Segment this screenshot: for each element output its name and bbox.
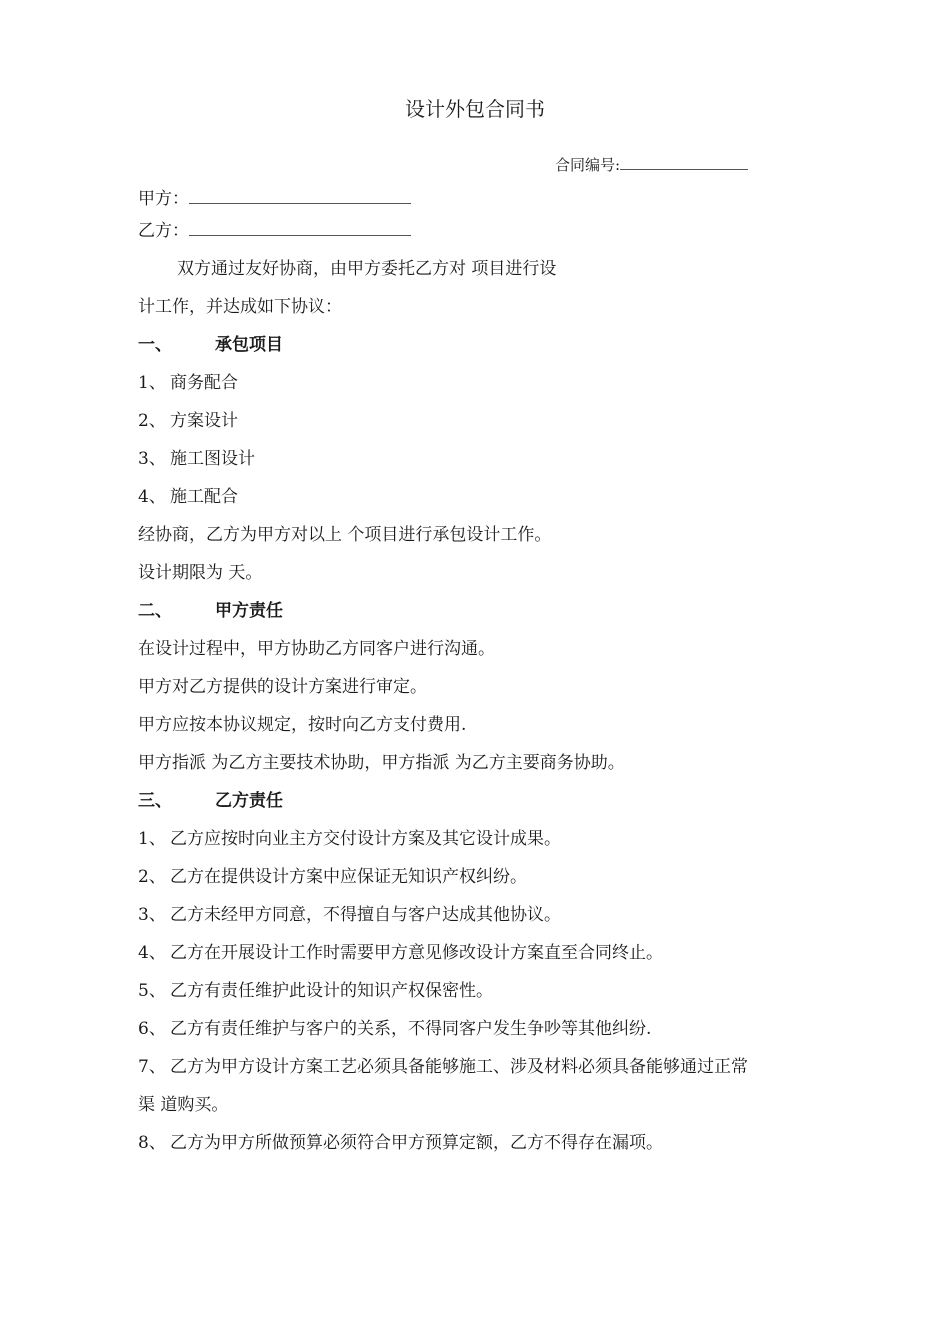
section-2-line: 甲方应按本协议规定，按时向乙方支付费用. — [138, 715, 467, 735]
section-3-item — [138, 942, 663, 964]
item-text: 乙方为甲方所做预算必须符合甲方预算定额，乙方不得存在漏项。 — [170, 1133, 663, 1153]
section-3-title: 乙方责任 — [215, 791, 283, 811]
item-text: 乙方应按时向业主方交付设计方案及其它设计成果。 — [170, 829, 561, 849]
item-number: 6、 — [138, 1019, 166, 1039]
party-b-line — [138, 220, 411, 242]
item-text: 乙方有责任维护与客户的关系，不得同客户发生争吵等其他纠纷. — [170, 1019, 652, 1039]
item-text: 施工配合 — [170, 487, 238, 507]
item-text: 方案设计 — [170, 411, 238, 431]
section-1-title: 承包项目 — [215, 335, 283, 355]
section-1-note-1: 经协商，乙方为甲方对以上 个项目进行承包设计工作。 — [138, 525, 552, 545]
item-text: 施工图设计 — [170, 449, 255, 469]
item-number: 4、 — [138, 943, 166, 963]
item-number: 2、 — [138, 411, 166, 431]
section-2-line: 甲方对乙方提供的设计方案进行审定。 — [138, 677, 427, 697]
section-1-number: 一、 — [138, 335, 172, 355]
item-number: 5、 — [138, 981, 166, 1001]
section-3-number: 三、 — [138, 791, 172, 811]
intro-line-2: 计工作，并达成如下协议： — [138, 297, 342, 317]
section-3-item — [138, 904, 561, 926]
party-b-label: 乙方： — [138, 221, 189, 241]
item-text: 乙方在开展设计工作时需要甲方意见修改设计方案直至合同终止。 — [170, 943, 663, 963]
section-1-item — [138, 410, 238, 432]
contract-number-blank[interactable] — [620, 155, 748, 170]
document-title: 设计外包合同书 — [405, 97, 545, 121]
section-3-heading — [138, 790, 283, 812]
item-number: 1、 — [138, 829, 166, 849]
section-2-heading — [138, 600, 283, 622]
section-3-item-7-continuation: 渠 道购买。 — [138, 1095, 229, 1115]
section-3-item — [138, 980, 493, 1002]
section-2-line: 在设计过程中，甲方协助乙方同客户进行沟通。 — [138, 639, 495, 659]
intro-line-1: 双方通过友好协商，由甲方委托乙方对 项目进行设 — [177, 259, 557, 279]
section-1-item — [138, 372, 238, 394]
item-number: 8、 — [138, 1133, 166, 1153]
section-2-title: 甲方责任 — [215, 601, 283, 621]
section-1-heading — [138, 334, 283, 356]
section-3-item — [138, 866, 527, 888]
contract-number-label: 合同编号: — [555, 156, 621, 174]
item-text: 商务配合 — [170, 373, 238, 393]
section-1-note-2: 设计期限为 天。 — [138, 563, 263, 583]
section-1-item — [138, 486, 238, 508]
party-a-label: 甲方： — [138, 189, 189, 209]
item-number: 3、 — [138, 905, 166, 925]
item-text: 乙方在提供设计方案中应保证无知识产权纠纷。 — [170, 867, 527, 887]
section-1-item — [138, 448, 255, 470]
party-a-line — [138, 188, 411, 210]
item-number: 7、 — [138, 1057, 166, 1077]
item-text: 乙方有责任维护此设计的知识产权保密性。 — [170, 981, 493, 1001]
item-number: 2、 — [138, 867, 166, 887]
section-3-item — [138, 828, 561, 850]
section-3-item — [138, 1056, 748, 1078]
party-a-blank[interactable] — [189, 189, 411, 204]
item-number: 4、 — [138, 487, 166, 507]
party-b-blank[interactable] — [189, 221, 411, 236]
section-3-item — [138, 1018, 651, 1040]
item-number: 1、 — [138, 373, 166, 393]
section-3-item — [138, 1132, 663, 1154]
item-text: 乙方为甲方设计方案工艺必须具备能够施工、涉及材料必须具备能够通过正常 — [170, 1057, 748, 1077]
item-number: 3、 — [138, 449, 166, 469]
item-text: 乙方未经甲方同意，不得擅自与客户达成其他协议。 — [170, 905, 561, 925]
section-2-number: 二、 — [138, 601, 172, 621]
section-2-line: 甲方指派 为乙方主要技术协助，甲方指派 为乙方主要商务协助。 — [138, 753, 625, 773]
contract-number-line — [555, 154, 748, 176]
